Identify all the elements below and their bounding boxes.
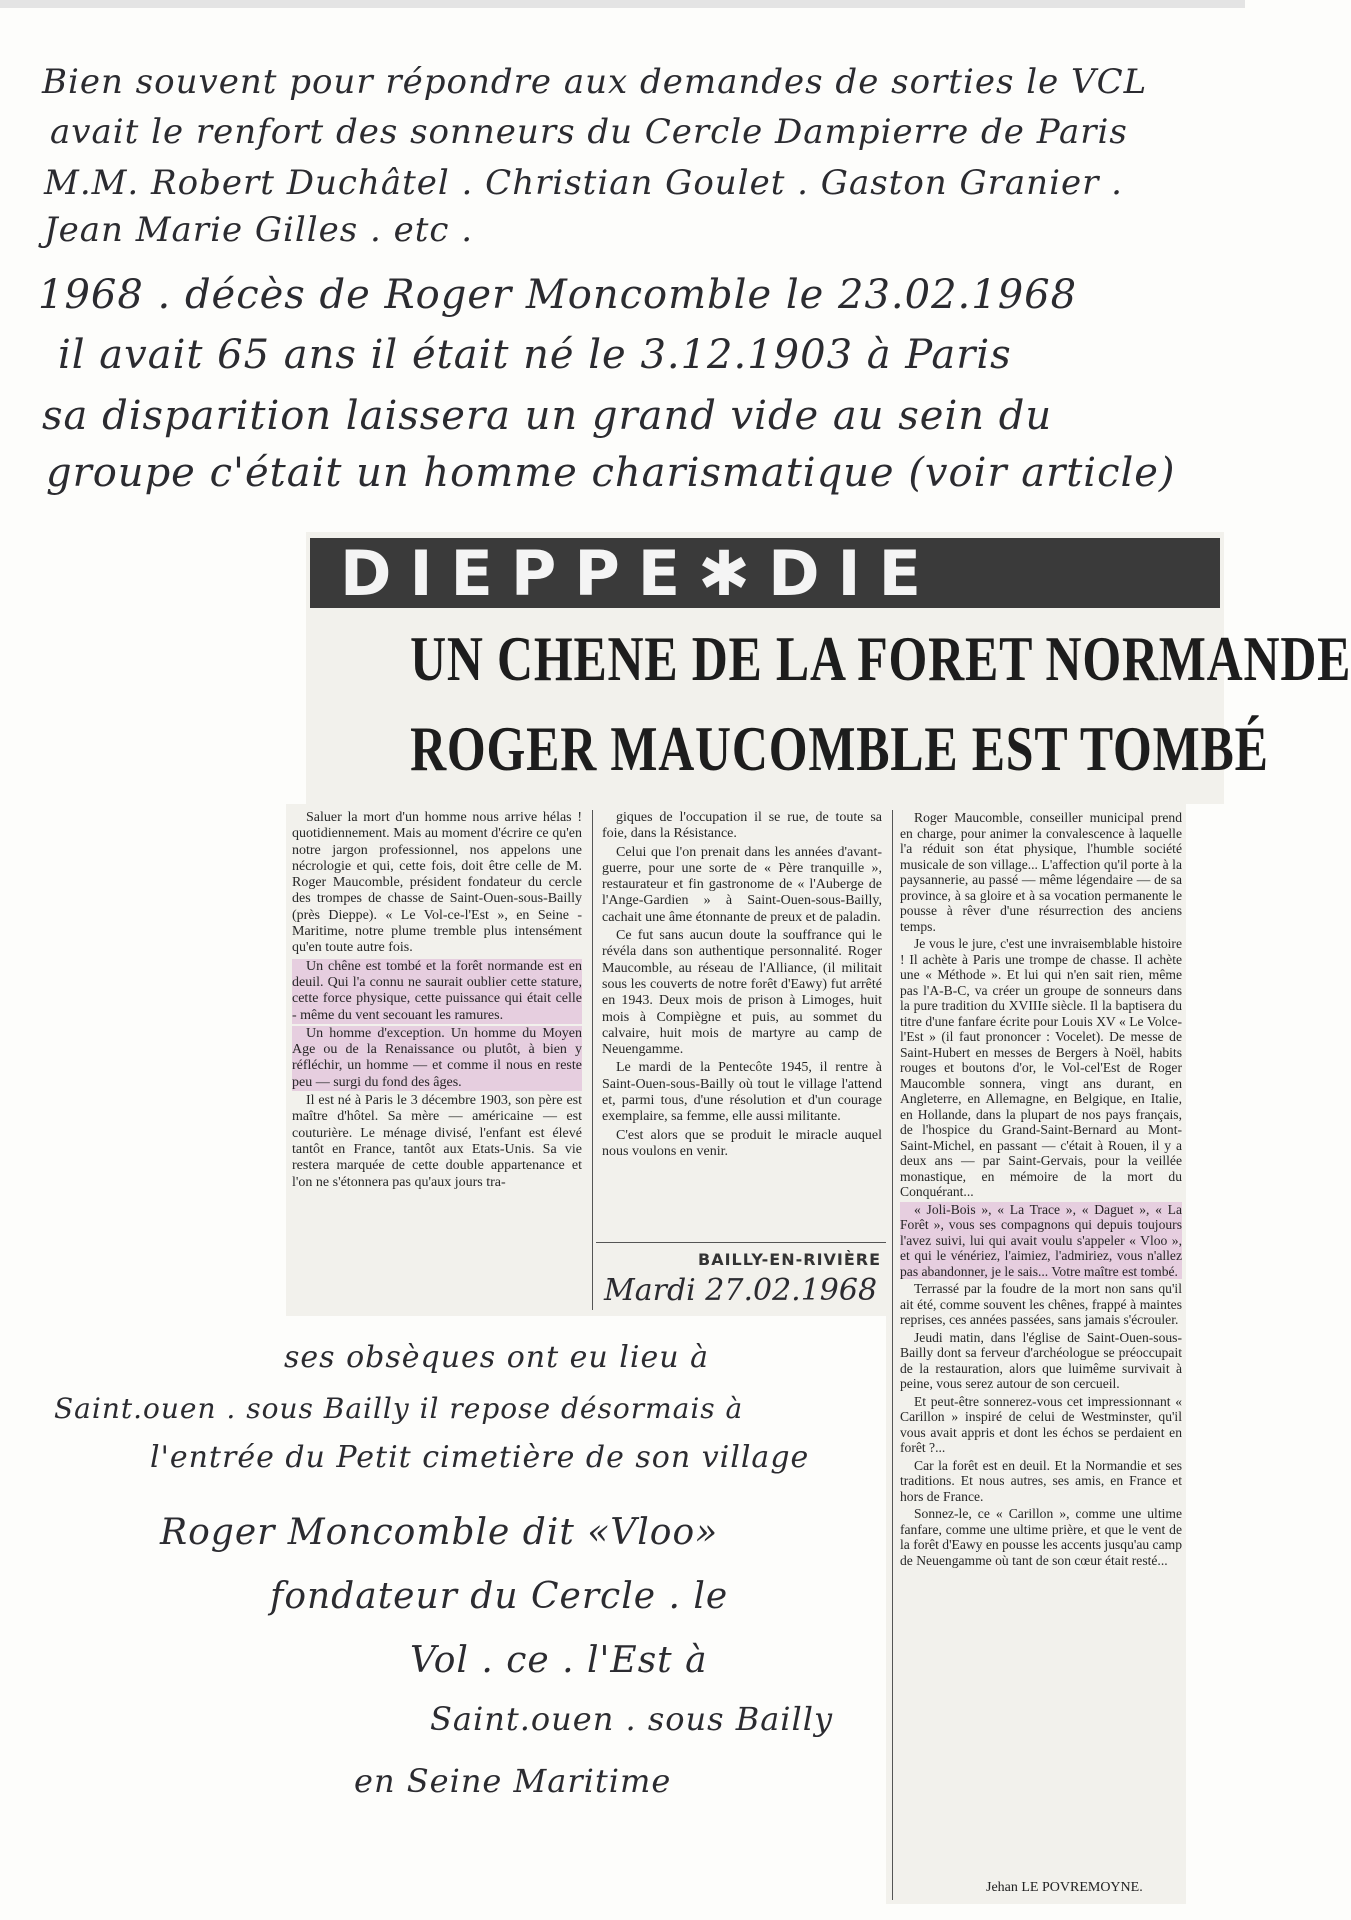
article-paragraph: Ce fut sans aucun doute la souffrance qui le révéla dans son authentique personnalité. Roger Maucomble, au réseau de l'Alliance, (il militait sous les couverts de notre forêt d'Eawy) fut arrêté en 1943. Deux mois de prison à Limoges, huit mois à Compiègne et puis, au sommet du calvaire, huit mois de martyre au camp de Neuengamme. (602, 928, 882, 1058)
article-column-2 (602, 810, 882, 1238)
handwritten-signature-line-1: Roger Moncomble dit «Vloo» (160, 1512, 719, 1553)
article-paragraph: Celui que l'on prenait dans les années d'avant-guerre, pour une sorte de « Père tranquille », restaurateur et fin gastronome de « l'Auberge de l'Ange-Gardien » à Saint-Ouen-sous-Bailly, cachait une âme étonnante de preux et de paladin. (602, 844, 882, 925)
dateline: BAILLY-EN-RIVIÈRE (698, 1250, 882, 1269)
headline-line-2: ROGER MAUCOMBLE EST TOMBÉ (410, 713, 1269, 784)
article-paragraph: C'est alors que se produit le miracle auquel nous voulons en venir. (602, 1127, 882, 1159)
article-paragraph: giques de l'occupation il se rue, de toute sa foie, dans la Résistance. (602, 810, 882, 842)
column-divider (892, 810, 893, 1900)
handwritten-date: Mardi 27.02.1968 (604, 1273, 878, 1308)
article-signature: Jehan LE POVREMOYNE. (986, 1880, 1143, 1895)
article-paragraph: Sonnez-le, ce « Carillon », comme une ultime fanfare, comme une ultime prière, et que le vent de la forêt d'Eawy en pousse les accents jusqu'au camp de Neuengamme où tant de son cœur était resté... (900, 1506, 1182, 1568)
article-paragraph: Un chêne est tombé et la forêt normande est en deuil. Qui l'a connu ne saurait oublier cette stature, cette force physique, cette puissance qui était celle - même du vent secouant les ramures. (292, 958, 582, 1023)
article-paragraph: Saluer la mort d'un homme nous arrive hélas ! quotidiennement. Mais au moment d'écrire ce qu'en notre jargon professionnel, nos appelons une nécrologie et qui, cette fois, doit être celle de M. Roger Maucomble, président fondateur du cercle des trompes de chasse de Saint-Ouen-sous-Bailly (près Dieppe). « Le Vol-ce-l'Est », en Seine - Maritime, notre plume tremble plus intensément qu'en toute autre fois. (292, 810, 582, 956)
handwritten-line-4: Jean Marie Gilles . etc . (44, 210, 474, 250)
article-paragraph: Un homme d'exception. Un homme du Moyen Age ou de la Renaissance ou plutôt, à bien y réfléchir, un homme — et comme il nous en reste peu — surgi du fond des âges. (292, 1025, 582, 1090)
article-paragraph: Je vous le jure, c'est une invraisemblable histoire ! Il achète à Paris une trompe de chasse. Il achète une « Méthode ». Et lui qui n'en sait rien, même pas l'A-B-C, va créer un groupe de sonneurs dans la pure tradition du XVIIIe siècle. Il la baptisera du titre d'une fanfare écrite pour Louis XV « Le Volce-l'Est » (il faut prononcer : Vocelet). De messe de Saint-Hubert en messes de Bergers à Noël, habits rouges et boutons d'or, le Vol-cel'Est de Roger Maucomble sonnera, vingt ans durant, en Angleterre, en Allemagne, en Belgique, en Italie, en Hollande, dans la plupart de nos pays français, de l'hospice du Grand-Saint-Bernard au Mont-Saint-Michel, en passant — c'était à Rouen, il y a deux ans — par Saint-Gervais, pour la veillée monastique, en mémoire de la mort du Conquérant... (900, 936, 1182, 1199)
article-column-3 (900, 810, 1182, 1874)
handwritten-line-7: sa disparition laissera un grand vide au sein du (42, 393, 1053, 439)
scan-edge (0, 0, 1245, 8)
handwritten-line-5: 1968 . décès de Roger Moncomble le 23.02.1968 (38, 272, 1078, 318)
article-column-1 (292, 810, 582, 1310)
handwritten-signature-line-5: en Seine Maritime (354, 1762, 672, 1800)
handwritten-line-8: groupe c'était un homme charismatique (voir article) (46, 450, 1176, 496)
article-paragraph: « Joli-Bois », « La Trace », « Daguet », « La Forêt », vous ses compagnons qui depuis toujours l'avez suivi, lui qui avait voulu s'appeler « Vloo », et qui le vénériez, l'aimiez, l'admiriez, vous n'allez pas abandonner, je le sais... Votre maître est tombé. (900, 1201, 1182, 1279)
handwritten-burial-line-1: ses obsèques ont eu lieu à (284, 1340, 709, 1375)
column-divider (592, 810, 593, 1310)
newspaper-banner: DIEPPE✱DIE (310, 538, 1220, 608)
headline-line-1: UN CHENE DE LA FORET NORMANDE (410, 623, 1351, 694)
handwritten-signature-line-4: Saint.ouen . sous Bailly (430, 1700, 834, 1738)
handwritten-line-1: Bien souvent pour répondre aux demandes de sorties le VCL (42, 62, 1148, 102)
handwritten-burial-line-2: Saint.ouen . sous Bailly il repose désormais à (54, 1392, 744, 1425)
handwritten-line-6: il avait 65 ans il était né le 3.12.1903 à Paris (58, 332, 1012, 378)
handwritten-burial-line-3: l'entrée du Petit cimetière de son village (150, 1440, 810, 1475)
article-paragraph: Roger Maucomble, conseiller municipal prend en charge, pour animer la convalescence à laquelle l'a réduit son état physique, l'humble société musicale de son village... L'affection qu'il porte à la paysannerie, au passé — même légendaire — de sa province, à sa gloire et à sa vocation permanente le pousse à rêver d'une résurrection des anciens temps. (900, 810, 1182, 934)
article-paragraph: Et peut-être sonnerez-vous cet impressionnant « Carillon » inspiré de celui de Westminster, qu'il vous avait appris et dont les échos se perdaient en forêt ?... (900, 1393, 1182, 1455)
article-paragraph: Le mardi de la Pentecôte 1945, il rentre à Saint-Ouen-sous-Bailly où tout le village l'attend et, parmi tous, d'une résolution et d'un courage exemplaire, sa femme, elle aussi militante. (602, 1060, 882, 1125)
handwritten-signature-line-2: fondateur du Cercle . le (270, 1576, 729, 1617)
dateline-rule (596, 1242, 886, 1243)
handwritten-line-2: avait le renfort des sonneurs du Cercle Dampierre de Paris (50, 112, 1128, 152)
handwritten-line-3: M.M. Robert Duchâtel . Christian Goulet . Gaston Granier . (44, 163, 1123, 203)
article-paragraph: Terrassé par la foudre de la mort non sans qu'il ait été, comme souvent les chênes, frappé à maintes reprises, ces années passées, sans jamais s'écrouler. (900, 1281, 1182, 1327)
article-paragraph: Il est né à Paris le 3 décembre 1903, son père est maître d'hôtel. Sa mère — américaine — est couturière. Le ménage divisé, l'enfant est élevé tantôt en France, tantôt aux Etats-Unis. Sa vie restera marquée de cette double appartenance et l'on ne s'étonnera pas qu'aux jours tra- (292, 1093, 582, 1190)
handwritten-signature-line-3: Vol . ce . l'Est à (410, 1640, 708, 1681)
article-paragraph: Jeudi matin, dans l'église de Saint-Ouen-sous-Bailly dont sa ferveur d'archéologue se préoccupait de la restauration, alors que luimême survivait à peine, vous serez autour de son cercueil. (900, 1329, 1182, 1391)
article-paragraph: Car la forêt est en deuil. Et la Normandie et ses traditions. Et nous autres, ses amis, en France et hors de France. (900, 1457, 1182, 1504)
